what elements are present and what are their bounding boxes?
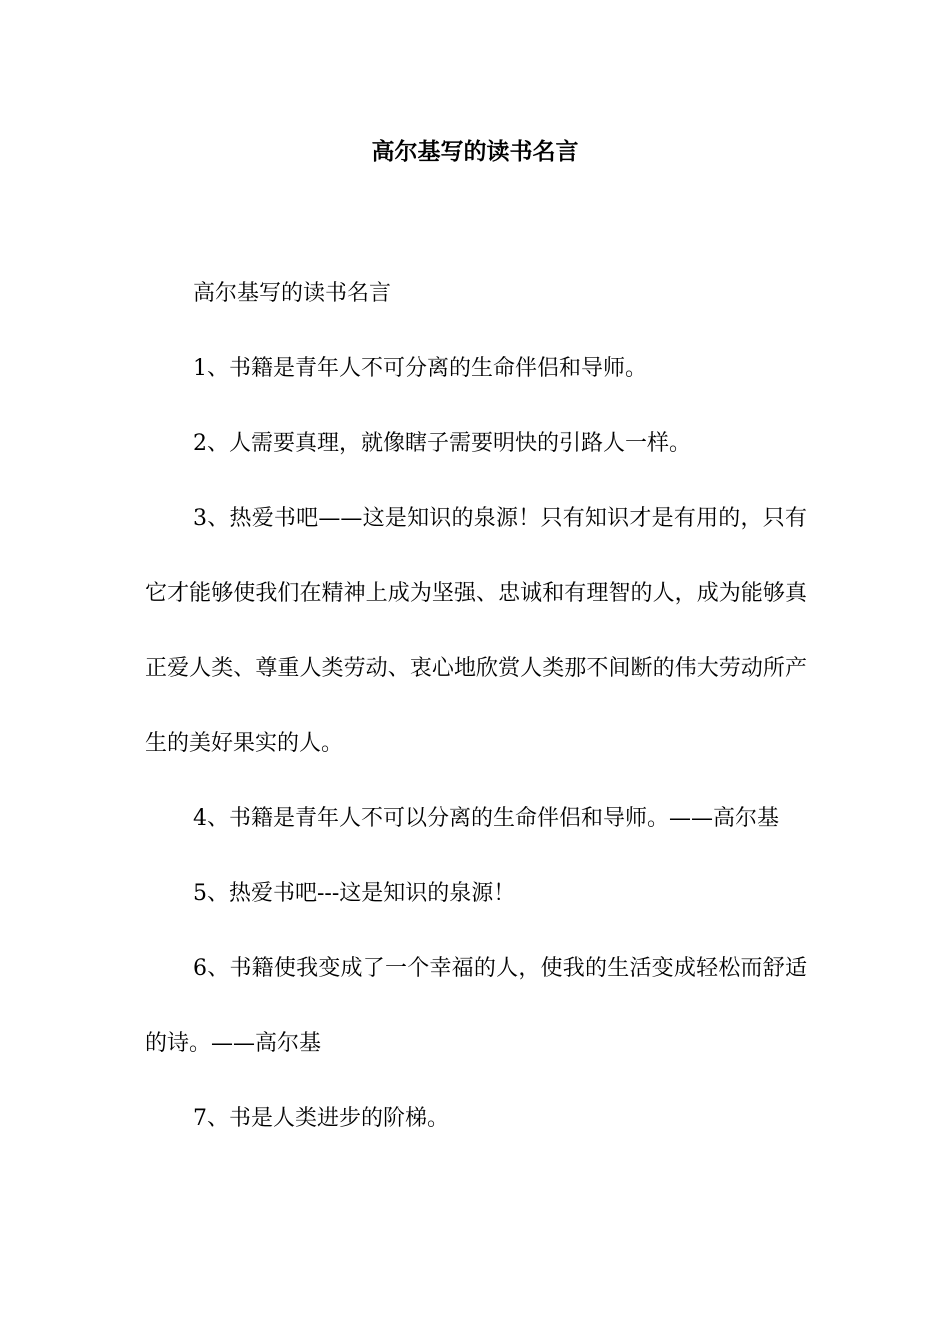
quote-item-5: 5、热爱书吧---这是知识的泉源！ bbox=[193, 881, 516, 906]
quote-item-3: 3、热爱书吧——这是知识的泉源！只有知识才是有用的，只有它才能够使我们在精神上成为坚强、忠诚和有理智的人，成为能够真正爱人类、尊重人类劳动、衷心地欣赏人类那不间断的伟大劳动所产生的美好果实的人。 bbox=[145, 506, 807, 756]
quote-item-4: 4、书籍是青年人不可以分离的生命伴侣和导师。——高尔基 bbox=[193, 806, 779, 831]
quote-item-7: 7、书是人类进步的阶梯。 bbox=[193, 1106, 449, 1131]
quote-item-6: 6、书籍使我变成了一个幸福的人，使我的生活变成轻松而舒适的诗。——高尔基 bbox=[145, 956, 807, 1056]
document-body bbox=[145, 256, 807, 1156]
paragraph-heading: 高尔基写的读书名言 bbox=[193, 281, 392, 306]
quote-item-1: 1、书籍是青年人不可分离的生命伴侣和导师。 bbox=[193, 356, 647, 381]
quote-item-2: 2、人需要真理，就像瞎子需要明快的引路人一样。 bbox=[193, 431, 691, 456]
document-title: 高尔基写的读书名言 bbox=[371, 138, 579, 165]
